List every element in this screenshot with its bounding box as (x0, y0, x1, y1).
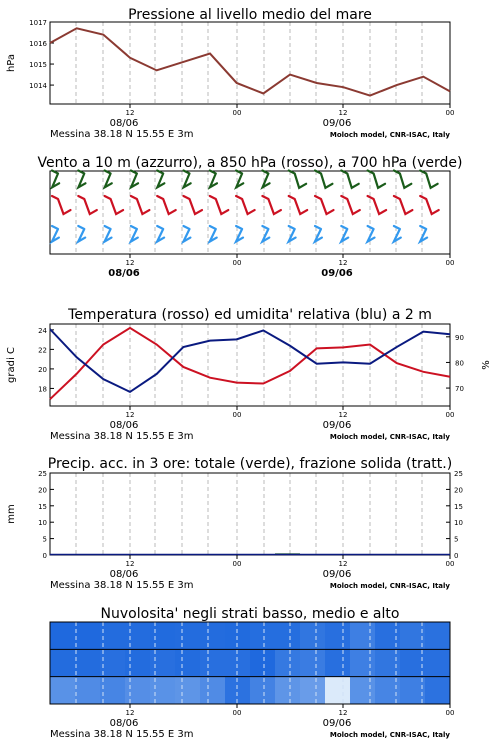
x-date-label: 09/06 (322, 420, 352, 431)
cloud-cell-alto (300, 622, 326, 650)
y-tick-label: 15 (38, 502, 47, 511)
x-tick-label: 00 (232, 259, 242, 267)
x-tick-label: 00 (232, 560, 242, 568)
x-tick-label: 12 (338, 109, 348, 117)
wind-700-barb (289, 171, 306, 188)
plot-frame (50, 324, 450, 406)
cloud-cell-alto (350, 622, 376, 650)
x-tick-label: 00 (445, 709, 455, 717)
y-right-tick-label: 5 (454, 535, 459, 544)
cloud-cell-medio (250, 649, 276, 677)
cloud-cell-basso (125, 677, 151, 705)
location-label: Messina 38.18 N 15.55 E 3m (50, 729, 194, 740)
cloud-cell-basso (150, 677, 176, 705)
chart-title: Nuvolosita' negli strati basso, medio e alto (100, 606, 400, 622)
y-axis-label: gradi C (6, 347, 17, 383)
wind-10m-barb (131, 226, 138, 242)
y-right-tick-label: 80 (455, 359, 464, 368)
wind-850-barb (289, 196, 307, 214)
x-tick-label: 12 (125, 560, 135, 568)
wind-850-barb (420, 196, 438, 214)
wind-700-barb (210, 171, 217, 188)
y-tick-label: 1014 (29, 82, 47, 91)
wind-10m-barb (105, 226, 112, 242)
cloud-cell-alto (325, 622, 351, 650)
location-label: Messina 38.18 N 15.55 E 3m (50, 580, 194, 591)
wind-850-barb (131, 196, 149, 214)
cloud-cell-medio (200, 649, 226, 677)
wind-850-barb (78, 196, 96, 214)
cloud-cell-alto (225, 622, 251, 650)
wind-850-barb (105, 196, 123, 214)
cloud-cell-basso (325, 677, 351, 705)
y-right-tick-label: 15 (454, 502, 463, 511)
cloud-cell-basso (425, 677, 451, 705)
y-right-tick-label: 70 (455, 385, 464, 394)
cloud-cell-medio (275, 649, 301, 677)
location-label: Messina 38.18 N 15.55 E 3m (50, 129, 194, 140)
cloud-cell-alto (425, 622, 451, 650)
chart-title: Temperatura (rosso) ed umidita' relativa (blu) a 2 m (68, 307, 432, 323)
wind-700-barb (394, 171, 411, 188)
cloud-cell-basso (275, 677, 301, 705)
y-right-tick-label: 20 (454, 486, 463, 495)
cloud-cell-medio (350, 649, 376, 677)
y-tick-label: 20 (38, 365, 47, 374)
wind-10m-barb (394, 226, 401, 242)
wind-850-barb (236, 196, 254, 214)
cloud-cell-basso (175, 677, 201, 705)
model-credit: Moloch model, CNR-ISAC, Italy (329, 131, 450, 139)
wind-10m-barb (210, 226, 217, 242)
cloud-cell-medio (375, 649, 401, 677)
cloud-cell-basso (350, 677, 376, 705)
x-tick-label: 00 (232, 109, 242, 117)
chart-title: Pressione al livello medio del mare (128, 7, 372, 23)
model-credit: Moloch model, CNR-ISAC, Italy (329, 433, 450, 441)
wind-700-barb (184, 171, 191, 188)
wind-850-barb (52, 196, 70, 214)
wind-700-barb (131, 171, 138, 188)
cloud-cell-basso (250, 677, 276, 705)
cloud-cell-basso (100, 677, 126, 705)
x-tick-label: 00 (232, 411, 242, 419)
y-tick-label: 22 (38, 346, 47, 355)
x-date-label: 08/06 (108, 268, 140, 279)
cloud-cell-alto (75, 622, 101, 650)
wind-10m-barb (157, 226, 164, 242)
x-date-label: 09/06 (322, 718, 352, 729)
cloud-cell-alto (200, 622, 226, 650)
y-right-tick-label: 0 (454, 552, 459, 560)
pressure-line (50, 28, 450, 95)
cloud-cell-basso (300, 677, 326, 705)
cloud-cell-alto (275, 622, 301, 650)
plot-frame (50, 22, 450, 104)
wind-850-barb (262, 196, 280, 214)
cloud-cell-medio (150, 649, 176, 677)
y-tick-label: 24 (38, 326, 47, 335)
chart-title: Vento a 10 m (azzurro), a 850 hPa (rosso), a 700 hPa (verde) (37, 155, 463, 171)
wind-850-barb (394, 196, 412, 214)
x-date-label: 09/06 (321, 268, 353, 279)
y-tick-label: 1017 (29, 19, 47, 27)
cloud-cell-basso (75, 677, 101, 705)
cloud-cell-alto (175, 622, 201, 650)
x-date-label: 08/06 (109, 569, 139, 580)
model-credit: Moloch model, CNR-ISAC, Italy (329, 582, 450, 590)
wind-700-barb (315, 171, 332, 188)
cloud-cell-medio (425, 649, 451, 677)
wind-700-barb (157, 171, 164, 188)
wind-10m-barb (368, 226, 375, 242)
x-date-label: 08/06 (109, 420, 139, 431)
wind-700-barb (105, 171, 112, 188)
wind-850-barb (184, 196, 202, 214)
x-tick-label: 12 (125, 709, 135, 717)
wind-850-barb (157, 196, 175, 214)
plot-frame (50, 473, 450, 555)
wind-10m-barb (262, 226, 269, 242)
x-tick-label: 00 (445, 560, 455, 568)
y-right-tick-label: 10 (454, 519, 463, 528)
y-tick-label: 1016 (29, 40, 47, 49)
wind-700-barb (341, 171, 358, 188)
model-credit: Moloch model, CNR-ISAC, Italy (329, 731, 450, 739)
cloud-cell-medio (100, 649, 126, 677)
x-date-label: 08/06 (109, 718, 139, 729)
x-date-label: 09/06 (322, 118, 352, 129)
x-tick-label: 12 (338, 560, 348, 568)
y-tick-label: 1015 (29, 61, 47, 70)
cloud-cell-basso (375, 677, 401, 705)
wind-850-barb (315, 196, 333, 214)
wind-10m-barb (420, 226, 427, 242)
x-tick-label: 00 (445, 259, 455, 267)
x-tick-label: 12 (338, 259, 348, 267)
cloud-cell-alto (250, 622, 276, 650)
cloud-cell-basso (50, 677, 76, 705)
y-axis-label: mm (6, 504, 17, 524)
cloud-cell-basso (225, 677, 251, 705)
chart-title: Precip. acc. in 3 ore: totale (verde), frazione solida (tratt.) (47, 456, 453, 472)
x-date-label: 08/06 (109, 118, 139, 129)
x-tick-label: 00 (445, 411, 455, 419)
wind-700-barb (78, 171, 85, 188)
wind-700-barb (420, 171, 437, 188)
wind-10m-barb (78, 226, 85, 242)
y-tick-label: 5 (42, 535, 47, 544)
x-tick-label: 12 (338, 411, 348, 419)
cloud-cell-alto (100, 622, 126, 650)
y-tick-label: 25 (38, 470, 47, 478)
cloud-cell-medio (300, 649, 326, 677)
location-label: Messina 38.18 N 15.55 E 3m (50, 431, 194, 442)
cloud-cell-alto (375, 622, 401, 650)
wind-850-barb (210, 196, 228, 214)
cloud-cell-medio (225, 649, 251, 677)
wind-700-barb (52, 171, 59, 188)
x-tick-label: 12 (125, 259, 135, 267)
wind-700-barb (262, 171, 269, 188)
cloud-cell-basso (200, 677, 226, 705)
cloud-cell-medio (125, 649, 151, 677)
wind-10m-barb (341, 226, 348, 242)
y-tick-label: 18 (38, 385, 47, 394)
y-right-tick-label: 25 (454, 470, 463, 478)
cloud-cell-medio (75, 649, 101, 677)
x-tick-label: 12 (125, 411, 135, 419)
temperature-line (50, 328, 450, 399)
wind-10m-barb (183, 226, 190, 242)
cloud-cell-medio (325, 649, 351, 677)
x-tick-label: 12 (338, 709, 348, 717)
y-right-tick-label: 90 (455, 333, 464, 342)
x-tick-label: 00 (445, 109, 455, 117)
cloud-cell-medio (50, 649, 76, 677)
cloud-cell-alto (150, 622, 176, 650)
y-tick-label: 20 (38, 486, 47, 495)
x-tick-label: 00 (232, 709, 242, 717)
cloud-cell-alto (50, 622, 76, 650)
x-date-label: 09/06 (322, 569, 352, 580)
wind-10m-barb (52, 226, 59, 242)
wind-barbs-group (52, 171, 439, 242)
y-axis-label: hPa (6, 53, 17, 73)
wind-850-barb (341, 196, 359, 214)
x-tick-label: 12 (125, 109, 135, 117)
wind-850-barb (368, 196, 386, 214)
y-tick-label: 0 (42, 552, 47, 560)
cloud-cell-medio (175, 649, 201, 677)
y-tick-label: 10 (38, 519, 47, 528)
y-right-axis-label: % (481, 360, 492, 370)
cloud-cell-alto (125, 622, 151, 650)
